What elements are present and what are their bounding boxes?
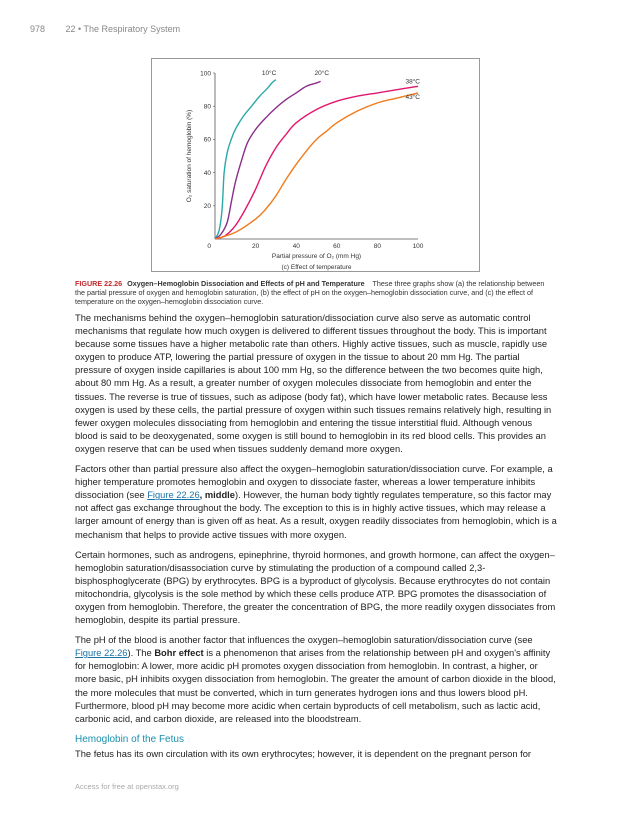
y-tick-label: 20 [203, 203, 211, 211]
figure-caption [75, 279, 555, 307]
temperature-chart [152, 59, 481, 273]
paragraph-4-text-c: is a phenomenon that arises from the relationship between pH and oxygen's affinity for hemoglobin: A lower, more acidic pH promotes oxygen dissociation from hemoglobin. In contrast, a higher, or more basic, pH inhibits oxygen dissociation from hemoglobin. The greater the amount of carbon dioxide in the blood, the more molecules that must be converted, which in turn generates hydrogen ions and thus lowers blood pH. Furthermore, blood pH may become more acidic when certain byproducts of cell metabolism, such as lactic acid, carbonic acid, and carbon dioxide, are released into the bloodstream. [75, 648, 556, 724]
body-text [75, 312, 557, 768]
figure-link[interactable]: Figure 22.26 [75, 648, 128, 659]
chapter-title: 22 • The Respiratory System [65, 24, 181, 34]
footer: Access for free at openstax.org [75, 782, 179, 791]
paragraph-2-text-a: Factors other than partial pressure also affect the oxygen–hemoglobin saturation/dissociation curve. For example, a higher temperature promotes hemoglobin and oxygen to dissociate faster, whereas a lower temperature inhibits dissociation (see [75, 464, 553, 501]
x-tick-label: 40 [292, 243, 300, 250]
chart-subtitle: (c) Effect of temperature [281, 264, 352, 271]
figure-22-26 [151, 58, 480, 272]
series-line-2 [215, 86, 418, 239]
y-tick-label: 100 [200, 70, 211, 78]
series-line-1 [215, 81, 321, 239]
x-axis-label: Partial pressure of O₂ (mm Hg) [271, 253, 362, 260]
paragraph-2-bold: , middle [199, 490, 235, 501]
series-line-3 [215, 93, 418, 239]
figure-caption-text: These three graphs show (a) the relationship between the partial pressure of oxygen and hemoglobin saturation, (b) the effect of pH on the oxygen–hemoglobin dissociation curve, and (c) the effect of temperature on the oxygen–hemoglobin dissociation curve. [75, 279, 545, 307]
paragraph-4-text-a: The pH of the blood is another factor that influences the oxygen–hemoglobin saturation/dissociation curve (see [75, 635, 533, 646]
y-tick-label: 40 [203, 169, 211, 177]
x-tick-label: 100 [412, 243, 424, 250]
y-axis-label: O₂ saturation of hemoglobin (%) [186, 109, 193, 203]
bohr-effect-term: Bohr effect [154, 648, 204, 659]
paragraph-1: The mechanisms behind the oxygen–hemoglobin saturation/dissociation curve also serve as automatic control mechanisms that regulate how much oxygen is delivered to different tissues throughout the body. This is important because some tissues have a higher metabolic rate than others. Highly active tissues, such as muscle, rapidly use oxygen to produce ATP, lowering the partial pressure of oxygen in the tissue to about 20 mm Hg. The partial pressure of oxygen inside capillaries is about 100 mm Hg, so the difference between the two becomes quite high, about 80 mm Hg. As a result, a greater number of oxygen molecules dissociate from hemoglobin and enter the tissues. The reverse is true of tissues, such as adipose (body fat), which have lower metabolic rates. Because less oxygen is used by these cells, the partial pressure of oxygen within such tissues remains relatively high, resulting in fewer oxygen molecules dissociating from hemoglobin and entering the tissue interstitial fluid. Although venous blood is said to be deoxygenated, some oxygen is still bound to hemoglobin in its red blood cells. This provides an oxygen reserve that can be used when tissues suddenly demand more oxygen. [75, 313, 552, 454]
figure-number: FIGURE 22.26 [75, 279, 123, 288]
x-tick-label: 0 [207, 243, 211, 250]
series-label: 43°C [405, 93, 420, 101]
page-header [30, 24, 180, 34]
paragraph-4-text-b: ). The [127, 648, 155, 659]
series-label: 10°C [261, 70, 277, 77]
x-tick-label: 80 [373, 243, 382, 250]
paragraph-5: The fetus has its own circulation with its own erythrocytes; however, it is dependent on the pregnant person for [75, 748, 532, 759]
paragraph-3: Certain hormones, such as androgens, epinephrine, thyroid hormones, and growth hormone, can affect the oxygen–hemoglobin saturation/disassociation curve by stimulating the production of a compound called 2,3-bisphosphoglycerate (BPG) by erythrocytes. BPG is a byproduct of glycolysis. Because erythrocytes do not contain mitochondria, glycolysis is the sole method by which these cells produce ATP. BPG promotes the disassociation of oxygen from hemoglobin. Therefore, the greater the concentration of BPG, the more readily oxygen dissociates from hemoglobin, despite its partial pressure. [75, 549, 556, 626]
series-label: 20°C [314, 70, 330, 77]
page-number: 978 [30, 24, 46, 34]
figure-link[interactable]: Figure 22.26 [147, 490, 200, 501]
series-line-0 [215, 80, 276, 239]
series-label: 38°C [405, 78, 420, 86]
y-tick-label: 80 [203, 103, 211, 111]
paragraph-2-text-b: ). However, the human body tightly regulates temperature, so this factor may not affect gas exchange throughout the body. The exception to this is in highly active tissues, which may release a larger amount of energy than is given off as heat. As a result, oxygen readily dissociates from hemoglobin, which is a mechanism that helps to provide active tissues with more oxygen. [75, 490, 557, 540]
figure-title: Oxygen–Hemoglobin Dissociation and Effects of pH and Temperature [127, 279, 365, 288]
paragraph-2 [75, 463, 557, 542]
x-tick-label: 20 [251, 243, 260, 250]
section-heading: Hemoglobin of the Fetus [75, 733, 184, 745]
x-tick-label: 60 [333, 243, 341, 250]
paragraph-4 [75, 634, 557, 726]
y-tick-label: 60 [203, 136, 211, 144]
